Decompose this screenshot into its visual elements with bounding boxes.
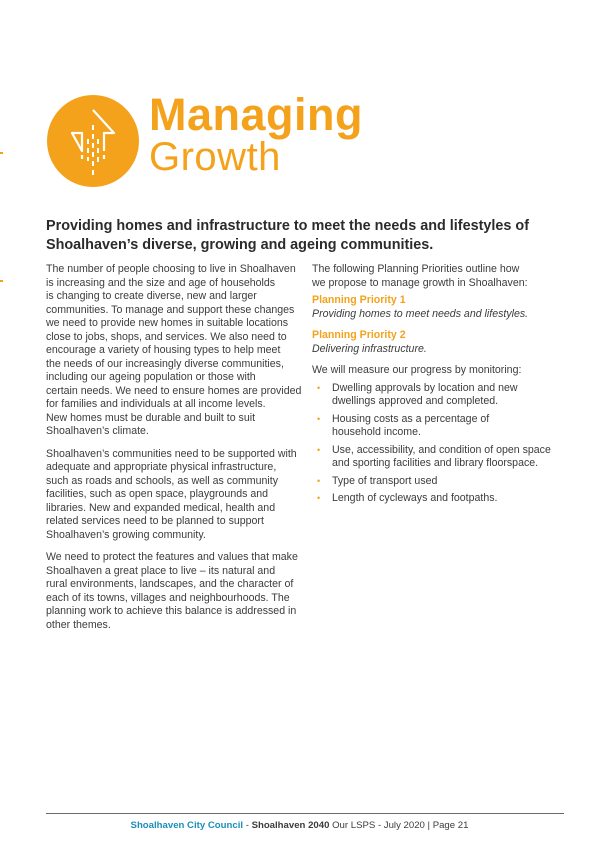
planning-priority-heading: Planning Priority 2 (312, 329, 406, 341)
footer-plan-name: Shoalhaven 2040 (251, 820, 330, 831)
list-item-text: Length of cycleways and footpaths. (332, 492, 498, 504)
planning-priority-text: Providing homes to meet needs and lifestyles. (312, 307, 529, 320)
list-item (312, 492, 562, 506)
page-title: Managing (149, 89, 363, 140)
list-item (312, 413, 562, 440)
bullet-icon: • (317, 444, 321, 455)
bullet-icon: • (317, 475, 321, 486)
footer-page-info: Our LSPS - July 2020 | Page 21 (329, 820, 469, 831)
planning-priority-heading: Planning Priority 1 (312, 294, 406, 306)
measure-intro: We will measure our progress by monitoring: (312, 364, 522, 376)
bullet-icon: • (317, 493, 321, 503)
list-item (312, 382, 562, 409)
footer-separator: - (243, 820, 252, 831)
left-column (46, 263, 302, 641)
list-item (312, 444, 562, 471)
footer-divider (46, 813, 564, 814)
margin-mark-top (0, 152, 3, 154)
margin-mark-bottom (0, 280, 3, 282)
bullet-icon: • (317, 382, 321, 393)
list-item-text: Housing costs as a percentage of household income. (332, 412, 490, 438)
priorities-lead: The following Planning Priorities outline how we propose to manage growth in Shoalhaven: (312, 263, 528, 289)
list-item-text: Type of transport used (332, 474, 438, 487)
page-subtitle: Growth (149, 135, 281, 179)
bullet-icon: • (317, 413, 321, 424)
footer-organisation: Shoalhaven City Council (130, 820, 244, 831)
planning-priority-text: Delivering infrastructure. (312, 342, 427, 355)
body-paragraph: Shoalhaven’s communities need to be supported with adequate and appropriate physical infrastructure, such as roads and schools, as well as community facilities, such as open space, playgrounds and libraries. New and expanded medical, health and related services need to be planned to support Shoalhaven’s growing community. (46, 447, 297, 541)
intro-statement: Providing homes and infrastructure to meet the needs and lifestyles of Shoalhaven’s diverse, growing and ageing communities. (46, 218, 529, 253)
list-item-text: Dwelling approvals by location and new dwellings approved and completed. (332, 381, 518, 407)
page-footer (0, 820, 599, 831)
body-paragraph: The number of people choosing to live in Shoalhaven is increasing and the size and age of households is changing to create diverse, new and larger communities. To manage and support these changes we need to provide new homes in suitable locations close to jobs, shops, and services. We also need to encourage a variety of housing types to help meet the needs of our increasingly diverse communities, including our ageing population or those with certain needs. We need to ensure homes are provided for families and individuals at all income levels. New homes must be durable and built to suit Shoalhaven’s climate. (46, 263, 302, 437)
upward-arrow-icon (47, 95, 139, 187)
body-paragraph: We need to protect the features and values that make Shoalhaven a great place to live – its natural and rural environments, landscapes, and the character of each of its towns, villages and neighbourhoods. The planning work to achieve this balance is addressed in other themes. (46, 551, 298, 631)
right-column (312, 263, 562, 510)
measure-list (312, 382, 562, 506)
list-item (312, 475, 562, 489)
list-item-text: Use, accessibility, and condition of open space and sporting facilities and library floorspace. (332, 443, 551, 469)
